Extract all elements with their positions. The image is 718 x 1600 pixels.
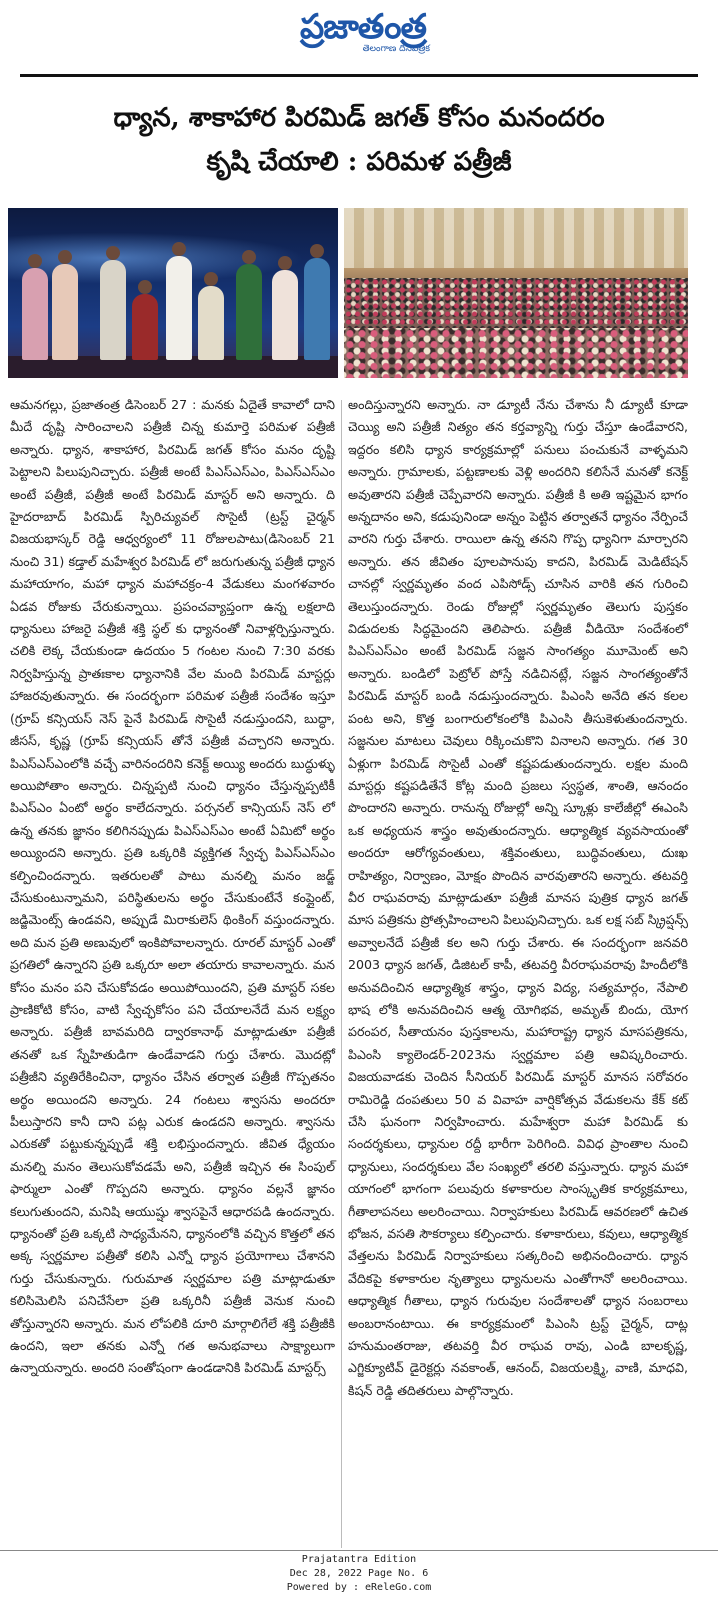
newspaper-logo[interactable] [288,6,438,64]
stage-person [52,264,78,360]
stage-person [236,264,262,360]
stage-person [132,294,158,360]
article-headline [20,96,698,184]
masthead-rule [20,74,698,77]
logo-tagline: తెలంగాణ దినపత్రిక [362,44,430,54]
headline-line-1: ధ్యాన, శాకాహార పిరమిడ్ జగత్ కోసం మనందరం [113,103,605,133]
stage-person [166,256,192,360]
headline-line-2: కృషి చేయాలి : పరిమళ పత్రీజీ [206,147,512,177]
article-column-right: అందిస్తున్నారని అన్నారు. నా డ్యూటీ నేను చేశాను నీ డ్యూటీ కూడా చెయ్యి అని పత్రీజీ నిత్యం తన కర్తవ్యాన్ని గుర్తు చేస్తూ ఉండేవారని, ఇద్దరం కలిసి ధ్యాన కార్యక్రమాల్లో పనులు పంచుకునే వాళ్ళమని అన్నారు. గ్రామాలకు, పట్టణాలకు వెళ్లి అందరిని కలిసేనే మనతో కనెక్ట్ అవుతారని పత్రీజీ చెప్పేవారని అన్నారు. పత్రీజీ కి అతి ఇష్టమైన భాగం అన్నదానం అని, కడుపునిండా అన్నం పెట్టిన తర్వాతనే ధ్యానం నేర్పించే వారని గుర్తు చేశారు. రాయిలా ఉన్న తనని గొప్ప ధ్యానిగా మార్చారని అన్నారు. తన జీవితం పూలపానుపు కాదని, పిరమిడ్ మెడిటేషన్ చానల్లో స్వర్ణమృతం వంద ఎపిసోడ్స్ చూసిన వారికి తన గురించి తెలుస్తుందన్నారు. రెండు రోజుల్లో స్వర్ణమృతం తెలుగు పుస్తకం విడుదలకు సిద్ధమైందని తెలిపారు. పత్రీజీ వీడియో సందేశంలో పిఎస్ఎస్ఎం అంటే పిరమిడ్ సజ్జన సాంగత్యం మూమెంట్ అని అన్నారు. బండిలో పెట్రోల్ పోస్తే నడిచినట్లే, సజ్జన సాంగత్యంతోనే పిరమిడ్ మాస్టర్ బండి నడుస్తుందన్నారు. పిఎంసి అనేది తన కలల పంట అని, కొత్త బంగారులోకంలోకి పిఎంసి తీసుకెళుతుందన్నారు. సజ్జనుల మాటలు చెవులు రిక్కించుకొని వినాలని అన్నారు. గత 30 ఏళ్లుగా పిరమిడ్ సొసైటీ ఎంతో కష్టపడుతుందన్నారు. లక్షల మంది మాస్టర్లు కష్టపడితేనే కోట్ల మంది ప్రజలు స్వస్థత, శాంతి, ఆనందం పొందారని అన్నారు. రానున్న రోజుల్లో అన్ని స్కూళ్లు కాలేజీల్లో ఈఎంసి ఒక అధ్యయన శాస్త్రం అవుతుందన్నారు. ఆధ్యాత్మిక వ్యవసాయంతో అందరూ ఆరోగ్యవంతులు, శక్తివంతులు, బుద్ధివంతులు, దుఃఖ రాహిత్యం, నిర్వాణం, మోక్షం పొందిన వారవుతారని అన్నారు. తటవర్తి వీర రాఘవరావు మాట్లాడుతూ పత్రీజీ మానస పుత్రిక ధ్యాన జగత్ మాస పత్రికను ప్రోత్సహించాలని పిలుపునిచ్చారు. ఒక లక్ష సబ్ స్క్రిప్షన్స్ అవ్వాలనేదే పత్రీజీ కల అని గుర్తు చేశారు. ఈ సందర్భంగా జనవరి 2003 ధ్యాన జగత్, డిజిటల్ కాపీ, తటవర్తి వీరరాఘవరావు హిందీలోకి అనువదించిన ఆధ్యాత్మిక శాస్త్రం, ధ్యాన విద్య, సత్యమార్గం, నేపాలి భాష లోకి అనువదించిన ఆత్మ యోగిభవ, అమృత్ బిందు, యోగ పరంపర, సీతాయనం పుస్తకాలను, మహారాష్ట్ర ధ్యాన మాసపత్రికను, పిఎంసి క్యాలెండర్-2023ను స్వర్ణమాల పత్రి ఆవిష్కరించారు. విజయవాడకు చెందిన సీనియర్ పిరమిడ్ మాస్టర్ మానస సరోవరం రామిరెడ్డి దంపతులు 50 వ వివాహ వార్షికోత్సవ వేడుకలను కేక్ కట్ చేసి ఘనంగా నిర్వహించారు. మహేశ్వరా మహా పిరమిడ్ కు సందర్శకులు, ధ్యానుల రద్దీ భారీగా పెరిగింది. వివిధ ప్రాంతాల నుంచి ధ్యానులు, సందర్శకులు వేల సంఖ్యలో తరలి వస్తున్నారు. ధ్యాన మహా యాగంలో భాగంగా పలువురు కళాకారుల సాంస్కృతిక కార్యక్రమాలు, గీతాలాపనలు అలరించాయి. నిర్వాహకులు పిరమిడ్ ఆవరణలో ఉచిత భోజన, వసతి సౌకర్యాలు కల్పించారు. కళాకారులు, కవులు, ఆధ్యాత్మిక వేత్తలను పిరమిడ్ నిర్వాహకులు సత్కరించి అభినందించారు. ధ్యాన వేదికపై కళాకారుల నృత్యాలు ధ్యానులను ఎంతోగానో అలరించాయి. ఆధ్యాత్మిక గీతాలు, ధ్యాన గురువుల సందేశాలతో ధ్యాన సంబరాలు అంబరానంటాయి. ఈ కార్యక్రమంలో పిఎంసి ట్రస్ట్ చైర్మన్, దాట్ల హనుమంతరాజు, తటవర్తి వీర రాఘవ రావు, ఎండి బాలకృష్ణ, ఎగ్జిక్యూటివ్ డైరెక్టర్లు నవకాంత్, ఆనంద్, విజయలక్ష్మి, వాణి, మాధవి, కిషన్ రెడ్డి తదితరులు పాల్గొన్నారు. [348,397,688,1398]
stage-person [304,258,330,360]
footer-rule [0,1550,718,1551]
stage-person [198,286,224,360]
stage-person [100,260,126,360]
column-divider [341,400,342,1548]
tent-canopy [344,208,688,268]
stage-person [272,270,298,360]
stage-person [22,268,48,360]
logo-text: ప్రజాతంత్ర [300,7,426,47]
masthead [0,0,718,74]
footer-powered-by[interactable]: Powered by : eReleGo.com [286,1582,432,1593]
page-footer [0,1553,718,1595]
stage-photo [8,208,338,378]
footer-edition: Prajatantra Edition [301,1554,417,1565]
article-column-left: ఆమనగల్లు, ప్రజాతంత్ర డిసెంబర్ 27 : మనకు ఏదైతే కావాలో దాని మీదే దృష్టి సారించాలని పత్రీజీ చిన్న కుమార్తె పరిమళ పత్రీజీ అన్నారు. ధ్యాన, శాకాహార, పిరమిడ్ జగత్ కోసం మనం దృష్టి పెట్టాలని పిలుపునిచ్చారు. పత్రీజీ అంటే పిఎస్ఎస్ఎం, పిఎస్ఎస్ఎం అంటే పత్రీజీ, పత్రీజీ అంటే పిరమిడ్ మాస్టర్ అని అన్నారు. ది హైదరాబాద్ పిరమిడ్ స్పిరిచ్యువల్ సొసైటీ (ట్రస్ట్ చైర్మన్ విజయభాస్కర్ రెడ్డి ఆధ్వర్యంలో 11 రోజులపాటు(డిసెంబర్ 21 నుంచి 31) కడ్తాల్ మహేశ్వర పిరమిడ్ లో జరుగుతున్న పత్రీజీ ధ్యాన మహాయాగం, మహా ధ్యాన మహాచక్రం-4 వేడుకలు మంగళవారం ఏడవ రోజుకు చేరుకున్నాయి. ప్రపంచవ్యాప్తంగా ఉన్న లక్షలాది ధ్యానులు హాజరై పత్రీజీ శక్తి స్థల్ కు ధ్యానంతో నివాళ్లర్పిస్తున్నారు. చలికి లెక్క చేయకుండా ఉదయం 5 గంటల నుంచి 7:30 వరకు నిర్వహిస్తున్న ప్రాతఃకాల ధ్యానానికి వేల మంది పిరమిడ్ మాస్టర్లు హాజరవుతున్నారు. ఈ సందర్భంగా పరిమళ పత్రీజీ సందేశం ఇస్తూ (గ్రూప్ కన్సియస్ నెస్ పైనే పిరమిడ్ సొసైటీ నడుస్తుందని, బుద్ధా, జీసస్, కృష్ణ (గ్రూప్ కన్సియస్ తోనే పత్రీజీ వచ్చారని అన్నారు. పిఎస్ఎస్ఎంలోకి వచ్చే వారినందరిని కనెక్ట్ అయ్యి అందరు బుద్ధుళ్ళు అయిపోతాం అన్నారు. చిన్నప్పటి నుంచి ధ్యానం చేస్తున్నప్పటికీ పిఎస్ఎం ఏంటో అర్థం కాలేదన్నారు. పర్సనల్ కాన్సియస్ నెస్ లో ఉన్న తనకు జ్ఞానం కలిగినప్పుడు పిఎస్ఎస్ఎం అంటే ఏమిటో అర్థం అయ్యిందని అన్నారు. ప్రతి ఒక్కరికి వ్యక్తిగత స్వేచ్ఛ పిఎస్ఎస్ఎం కల్పించిందన్నారు. ఇతరులతో పాటు మనల్ని మనం జడ్జ్ చేసుకుంటున్నామని, పరిస్థితులను అర్థం చేసుకుంటేనే కంప్లైంట్, జడ్జిమెంట్స్ ఉండవని, అప్పుడే మిరాకులెస్ థింకింగ్ వస్తుందన్నారు. అది మన ప్రతి అణువులో ఇంకిపోవాలన్నారు. రూరల్ మాస్టర్ ఎంతో ప్రగతిలో ఉన్నారని ప్రతి ఒక్కరూ అలా తయారు కావాలన్నారు. మన కోసం మనం పని చేసుకోవడం అయిపోయిందని, ప్రతి మాస్టర్ సకల ప్రాణికోటి కోసం, వాటి స్వేచ్ఛకోసం పని చేయాలనేదే మన లక్ష్యం అన్నారు. పత్రీజీ బావమరిది ద్వారకానాథ్ మాట్లాడుతూ పత్రీజీ తనతో ఒక స్నేహితుడిగా ఉండేవాడని గుర్తు చేశారు. మొదట్లో పత్రీజీని వ్యతిరేకించినా, ధ్యానం చేసిన తర్వాత పత్రీజీ గొప్పతనం అర్థం అయిందని అన్నారు. 24 గంటలు శ్వాసను అందరూ పీలుస్తారని కానీ దాని పట్ల ఎరుక ఉండదని అన్నారు. శ్వాసను ఎరుకతో పట్టుకున్నప్పుడే శక్తి లభిస్తుందన్నారు. జీవిత ధ్యేయం మనల్ని మనం తెలుసుకోవడమే అని, పత్రీజీ ఇచ్చిన ఈ సింపుల్ ఫార్ములా ఎంతో గొప్పదని అన్నారు. ధ్యానం వల్లనే జ్ఞానం కలుగుతుందని, మనిషి ఆయుష్షు శ్వాసపైనే ఆధారపడి ఉందన్నారు. ధ్యానంతో ప్రతి ఒక్కటి సాధ్యమేనని, ధ్యానంలోకి వచ్చిన కొత్తలో తన అక్క స్వర్ణమాల పత్రీతో కలిసి ఎన్నో ధ్యాన ప్రయోగాలు చేశానని గుర్తు చేసుకున్నారు. గురుమాత స్వర్ణమాల పత్రి మాట్లాడుతూ కలిసిమెలిసి పనిచేసేలా ప్రతి ఒక్కరినీ పత్రీజీ వెనుక నుంచి తోస్తున్నారని అన్నారు. మన లోపలికి దూరి మార్గాలిగేలే శక్తి పత్రీజీకి ఉందని, ఇలా తనకు ఎన్నో గత అనుభవాలు సాక్ష్యాలుగా ఉన్నాయన్నారు. అందరి సంతోషంగా ఉండడానికి పిరమిడ్ మాస్టర్స్ [10,397,335,1376]
footer-date-page: Dec 28, 2022 Page No. 6 [289,1568,429,1579]
crowd-front [344,328,688,378]
crowd-photo [344,208,688,378]
